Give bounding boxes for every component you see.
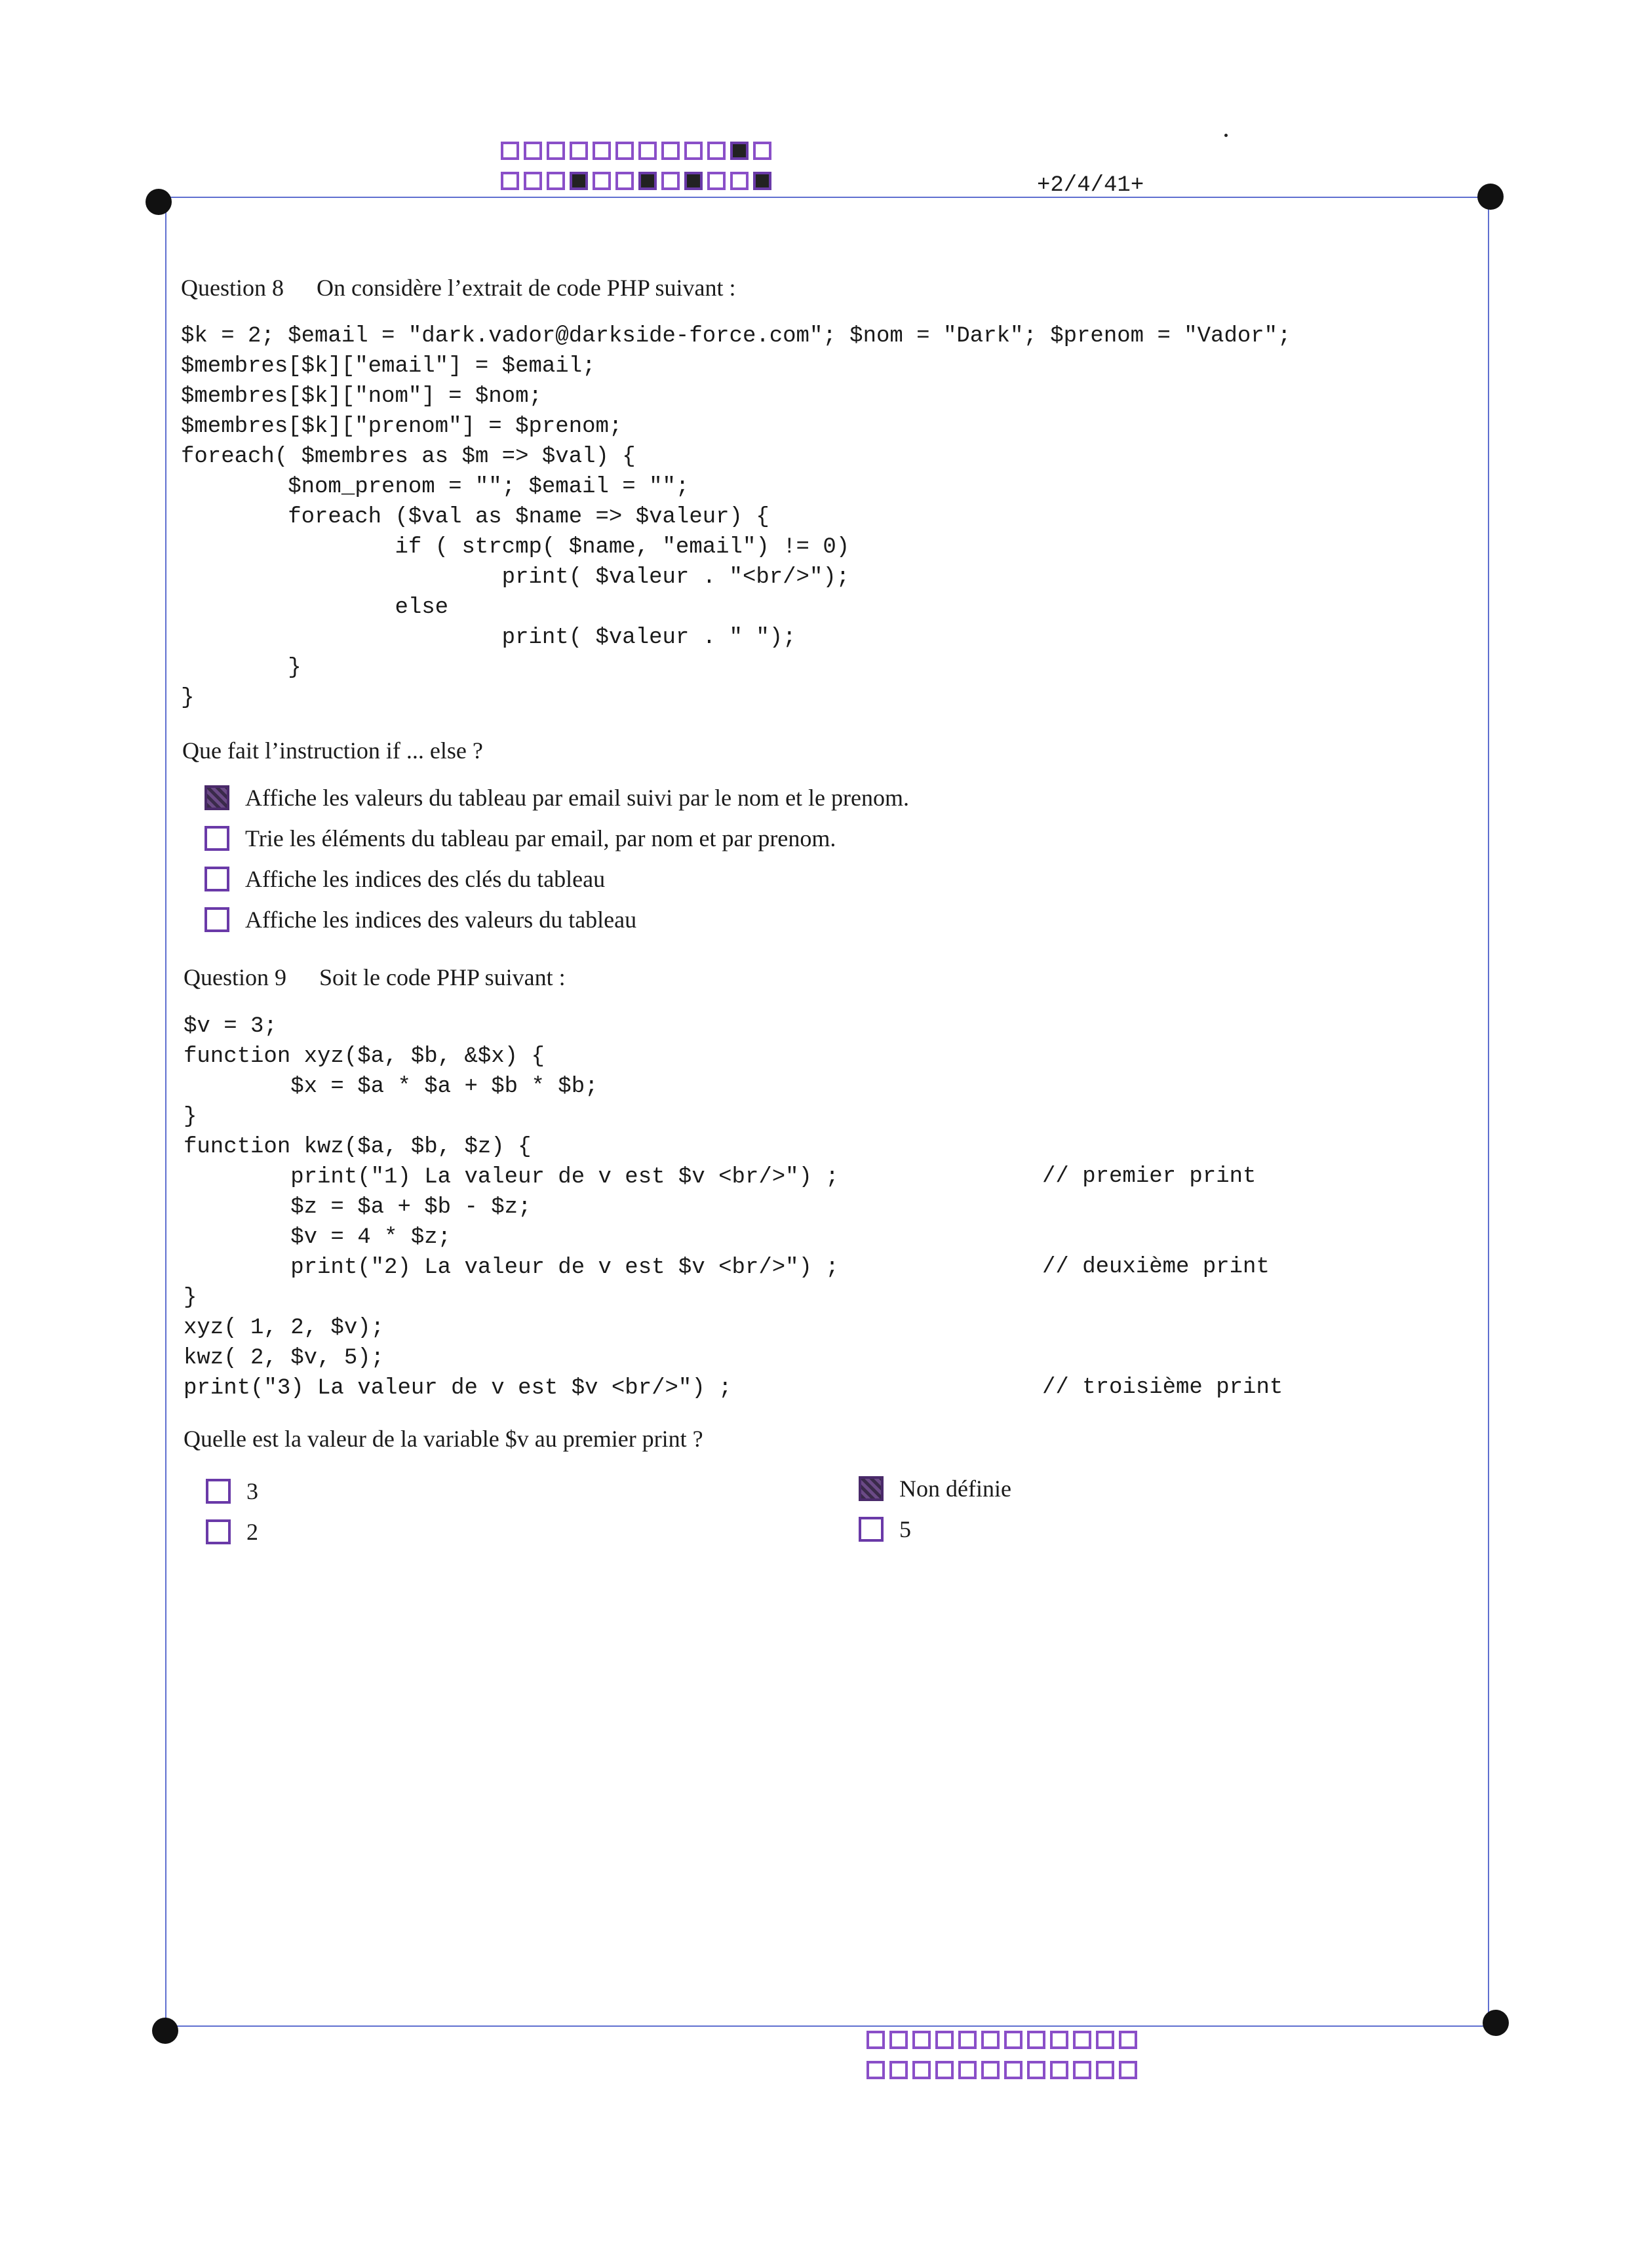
- id-box: [1050, 2061, 1068, 2079]
- id-box: [615, 142, 634, 160]
- id-box: [615, 172, 634, 190]
- answer-label: Affiche les indices des valeurs du tableau: [245, 907, 637, 933]
- frame-bottom: [165, 2025, 1490, 2027]
- corner-mark-bottom-left: [152, 2018, 178, 2044]
- question-8-code: $k = 2; $email = "dark.vador@darkside-force.com"; $nom = "Dark"; $prenom = "Vador"; $membres[$k]["email"] = $email; $membres[$k]["nom"] = $nom; $membres[$k]["prenom"] = $prenom; foreach( $membres as $m => $val) { $nom_prenom = ""; $email = ""; foreach ($val as $name => $valeur) { if ( strcmp( $name, "email") != 0) print( $valeur . "<br/>"); else print( $valeur . " "); } }: [181, 324, 1291, 711]
- id-box: [867, 2061, 885, 2079]
- corner-mark-bottom-right: [1483, 2010, 1509, 2036]
- id-box: [501, 172, 519, 190]
- id-box: [981, 2031, 1000, 2049]
- id-box: [912, 2061, 931, 2079]
- id-box: [935, 2031, 954, 2049]
- id-box: [661, 172, 680, 190]
- id-box: [1096, 2061, 1114, 2079]
- answer-checkbox[interactable]: [204, 826, 229, 851]
- answer-choice[interactable]: [204, 784, 909, 811]
- id-box: [707, 172, 726, 190]
- question-number: Question 8: [181, 275, 284, 301]
- id-box: [661, 142, 680, 160]
- comment-premier-print: // premier print: [1042, 1164, 1256, 1189]
- footer-id-boxes-row-1: [867, 2031, 1142, 2049]
- question-intro: Soit le code PHP suivant :: [319, 964, 566, 990]
- id-box: [684, 142, 703, 160]
- id-box: [684, 172, 703, 190]
- id-box: [638, 142, 657, 160]
- answer-label: Trie les éléments du tableau par email, par nom et par prenom.: [245, 825, 836, 851]
- answer-checkbox[interactable]: [204, 907, 229, 932]
- id-box: [889, 2031, 908, 2049]
- id-box: [958, 2061, 977, 2079]
- page-id: +2/4/41+: [1037, 173, 1144, 198]
- id-box: [593, 142, 611, 160]
- question-9-prompt: Quelle est la valeur de la variable $v au premier print ?: [184, 1426, 703, 1452]
- answer-checkbox[interactable]: [859, 1476, 884, 1501]
- frame-top: [157, 197, 1490, 198]
- id-box: [1119, 2061, 1137, 2079]
- id-box: [1119, 2031, 1137, 2049]
- id-box: [981, 2061, 1000, 2079]
- question-9-code: $v = 3; function xyz($a, $b, &$x) { $x = $a * $a + $b * $b; } function kwz($a, $b, $z) { print("1) La valeur de v est $v <br/>") ; $z = $a + $b - $z; $v = 4 * $z; print("2) La valeur de v est $v <br/>") ; } xyz( 1, 2, $v); kwz( 2, $v, 5); print("3) La valeur de v est $v <br/>") ;: [184, 1014, 839, 1401]
- answer-choice[interactable]: [859, 1475, 1011, 1502]
- id-box: [753, 142, 771, 160]
- id-box: [1073, 2031, 1091, 2049]
- id-box: [547, 142, 565, 160]
- question-9-header: [184, 964, 566, 991]
- id-box: [524, 172, 542, 190]
- question-number: Question 9: [184, 964, 286, 990]
- id-box: [912, 2031, 931, 2049]
- frame-right: [1488, 197, 1489, 2025]
- id-box: [730, 172, 749, 190]
- question-8-prompt: Que fait l’instruction if ... else ?: [182, 737, 483, 764]
- answer-label: 5: [899, 1516, 911, 1542]
- stray-dot: [1224, 134, 1228, 137]
- header-id-boxes-row-1: [501, 142, 776, 160]
- id-box: [638, 172, 657, 190]
- corner-mark-top-right: [1477, 184, 1504, 210]
- frame-left: [165, 201, 166, 2032]
- answer-checkbox[interactable]: [204, 867, 229, 891]
- answer-checkbox[interactable]: [204, 785, 229, 810]
- id-box: [524, 142, 542, 160]
- comment-deuxieme-print: // deuxième print: [1042, 1255, 1270, 1280]
- answer-label: Affiche les valeurs du tableau par email suivi par le nom et le prenom.: [245, 785, 909, 811]
- question-intro: On considère l’extrait de code PHP suivant :: [317, 275, 736, 301]
- question-8-header: [181, 274, 736, 302]
- comment-troisieme-print: // troisième print: [1042, 1375, 1283, 1400]
- id-box: [753, 172, 771, 190]
- id-box: [570, 142, 588, 160]
- answer-checkbox[interactable]: [859, 1517, 884, 1542]
- answer-label: Non définie: [899, 1476, 1011, 1502]
- id-box: [1050, 2031, 1068, 2049]
- answer-choice[interactable]: [206, 1518, 258, 1546]
- id-box: [1004, 2061, 1022, 2079]
- footer-id-boxes-row-2: [867, 2061, 1142, 2079]
- answer-checkbox[interactable]: [206, 1519, 231, 1544]
- answer-choice[interactable]: [204, 825, 836, 852]
- id-box: [867, 2031, 885, 2049]
- id-box: [707, 142, 726, 160]
- id-box: [1073, 2061, 1091, 2079]
- id-box: [889, 2061, 908, 2079]
- answer-choice[interactable]: [204, 865, 605, 893]
- answer-label: 2: [246, 1519, 258, 1545]
- id-box: [501, 142, 519, 160]
- answer-label: 3: [246, 1478, 258, 1504]
- id-box: [570, 172, 588, 190]
- id-box: [958, 2031, 977, 2049]
- id-box: [1027, 2061, 1045, 2079]
- answer-choice[interactable]: [859, 1515, 911, 1543]
- answer-label: Affiche les indices des clés du tableau: [245, 866, 606, 892]
- id-box: [730, 142, 749, 160]
- id-box: [547, 172, 565, 190]
- corner-mark-top-left: [146, 189, 172, 215]
- id-box: [1027, 2031, 1045, 2049]
- id-box: [935, 2061, 954, 2079]
- header-id-boxes-row-2: [501, 172, 776, 190]
- answer-choice[interactable]: [204, 906, 636, 933]
- id-box: [1096, 2031, 1114, 2049]
- answer-choice[interactable]: [206, 1477, 258, 1505]
- id-box: [593, 172, 611, 190]
- id-box: [1004, 2031, 1022, 2049]
- answer-checkbox[interactable]: [206, 1479, 231, 1504]
